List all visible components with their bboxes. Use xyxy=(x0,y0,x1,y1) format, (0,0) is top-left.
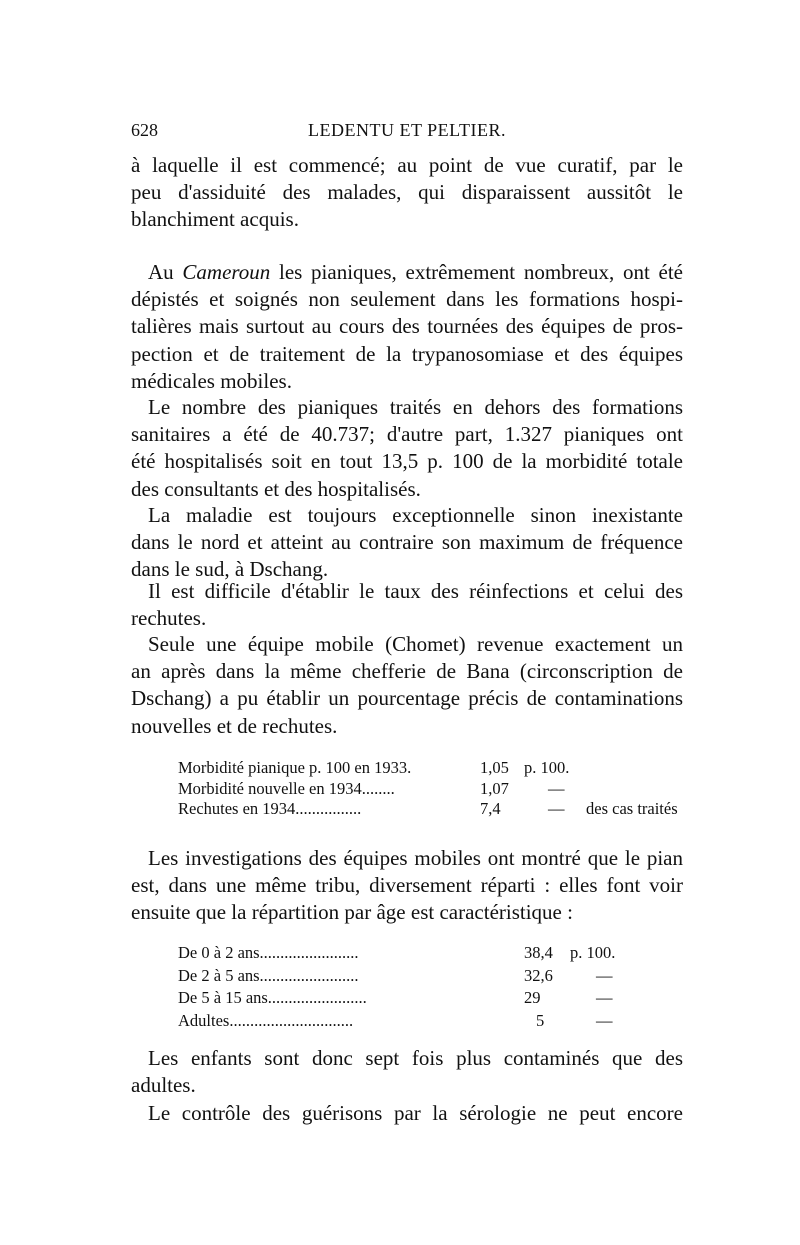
text-line: dépistés et soignés non seulement dans les formations hospi- xyxy=(131,287,683,312)
row-label: De 5 à 15 ans........................ xyxy=(178,988,367,1007)
row-value: 1,05 xyxy=(480,758,509,777)
text-line: Il est difficile d'établir le taux des réinfections et celui des xyxy=(148,579,683,603)
paragraph-9 xyxy=(131,1100,683,1127)
text-line: Les enfants sont donc sept fois plus contaminés que des xyxy=(148,1046,683,1070)
text-line: pection et de traitement de la trypanosomiase et des équipes xyxy=(131,341,683,366)
text-line: rechutes. xyxy=(131,606,207,631)
text-line: Les investigations des équipes mobiles ont montré que le pian xyxy=(148,846,683,870)
row-unit: — xyxy=(596,965,613,985)
table-row xyxy=(178,1010,658,1033)
row-value: 38,4 xyxy=(524,943,553,962)
text-line: dans le sud, à Dschang. xyxy=(131,557,329,582)
row-label: De 0 à 2 ans........................ xyxy=(178,943,359,962)
row-value: 32,6 xyxy=(524,965,553,985)
row-unit: p. 100. xyxy=(570,943,616,962)
running-title: LEDENTU ET PELTIER. xyxy=(308,120,506,140)
row-note: des cas traités xyxy=(586,799,678,818)
page-number: 628 xyxy=(131,120,158,140)
text-line: blanchiment acquis. xyxy=(131,207,299,232)
text-line: adultes. xyxy=(131,1073,196,1098)
text-line: des consultants et des hospitalisés. xyxy=(131,476,421,501)
table-row xyxy=(178,799,688,820)
text-line: Le nombre des pianiques traités en dehors des formations xyxy=(148,395,683,419)
row-value: 1,07 xyxy=(480,778,509,798)
row-label: Morbidité nouvelle en 1934........ xyxy=(178,778,395,798)
text-fragment: Au xyxy=(148,260,183,284)
text-line: an après dans la même chefferie de Bana (circonscription de xyxy=(131,659,683,684)
text-line: La maladie est toujours exceptionnelle sinon inexistante xyxy=(148,503,683,527)
text-line: peu d'assiduité des malades, qui disparaissent aussitôt le xyxy=(131,180,683,205)
paragraph-4 xyxy=(131,502,683,584)
row-value: 7,4 xyxy=(480,799,501,818)
table-row xyxy=(178,987,658,1010)
paragraph-7 xyxy=(131,845,683,927)
paragraph-6 xyxy=(131,631,683,740)
text-line: été hospitalisés soit en tout 13,5 p. 100 de la morbidité totale xyxy=(131,449,683,474)
italic-term: Cameroun xyxy=(182,260,271,284)
table-row xyxy=(178,758,688,779)
row-unit: p. 100. xyxy=(524,758,570,777)
table-row xyxy=(178,779,688,800)
text-line: Dschang) a pu établir un pourcentage précis de contaminations xyxy=(131,686,683,711)
text-line: dans le nord et atteint au contraire son maximum de fréquence xyxy=(131,530,683,555)
row-label: Adultes.............................. xyxy=(178,1010,354,1030)
paragraph-5 xyxy=(131,578,683,632)
paragraph-2 xyxy=(131,259,683,395)
text-line: ensuite que la répartition par âge est caractéristique : xyxy=(131,900,573,925)
row-label: Rechutes en 1934................ xyxy=(178,799,362,818)
row-label: Morbidité pianique p. 100 en 1933. xyxy=(178,758,412,777)
paragraph-3 xyxy=(131,394,683,503)
row-label: De 2 à 5 ans........................ xyxy=(178,965,359,985)
paragraph-1 xyxy=(131,152,683,234)
text-line: est, dans une même tribu, diversement réparti : elles font voir xyxy=(131,873,683,898)
morbidity-table xyxy=(178,758,688,820)
text-line: Seule une équipe mobile (Chomet) revenue exactement un xyxy=(148,632,683,656)
row-value: 5 xyxy=(536,1010,545,1030)
table-row xyxy=(178,942,658,965)
age-distribution-table xyxy=(178,942,658,1032)
table-row xyxy=(178,965,658,988)
row-value: 29 xyxy=(524,988,541,1007)
text-line: nouvelles et de rechutes. xyxy=(131,713,338,738)
page-header xyxy=(131,117,683,143)
paragraph-8 xyxy=(131,1045,683,1099)
text-line: médicales mobiles. xyxy=(131,368,292,393)
text-line xyxy=(131,259,683,286)
row-unit: — xyxy=(596,1010,613,1030)
row-unit: — xyxy=(596,988,613,1007)
text-line: à laquelle il est commencé; au point de vue curatif, par le xyxy=(131,153,683,177)
text-line: talières mais surtout au cours des tournées des équipes de pros- xyxy=(131,314,683,339)
text-fragment: les pianiques, extrêmement nombreux, ont été xyxy=(270,260,683,284)
row-unit: — xyxy=(548,778,565,798)
row-unit: — xyxy=(548,799,565,818)
text-line: sanitaires a été de 40.737; d'autre part, 1.327 pianiques ont xyxy=(131,422,683,447)
text-line: Le contrôle des guérisons par la sérologie ne peut encore xyxy=(148,1101,683,1125)
